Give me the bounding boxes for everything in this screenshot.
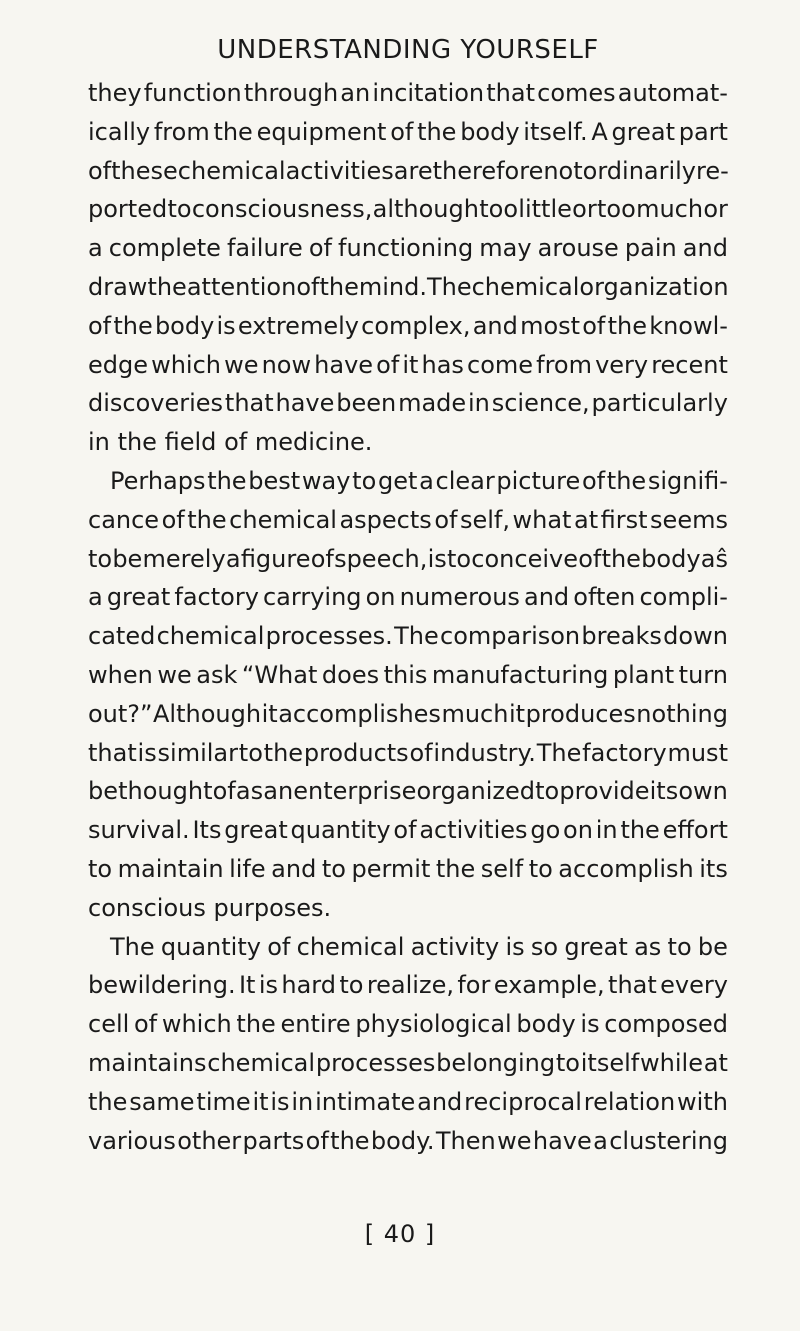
text-line: bewildering. It is hard to realize, for example, that every: [88, 971, 728, 1000]
text-line: The quantity of chemical activity is so great as to be: [110, 932, 728, 961]
text-line: to maintain life and to permit the self to accomplish its: [88, 854, 728, 883]
text-line: edge which we now have of it has come from very recent: [88, 350, 728, 379]
body-text: [88, 74, 728, 1160]
text-line: a complete failure of functioning may arouse pain and: [88, 234, 728, 263]
page-number: [ 40 ]: [364, 1220, 436, 1248]
text-line: maintains chemical processes belonging to itself while at: [88, 1048, 728, 1077]
text-line: be thought of as an enterprise organized to provide its own: [88, 777, 728, 806]
paragraph: [88, 462, 728, 928]
text-line: cated chemical processes. The comparison breaks down: [88, 622, 728, 651]
book-page: [88, 28, 728, 1160]
text-line: cell of which the entire physiological body is composed: [88, 1010, 728, 1039]
text-line: out?” Although it accomplishes much it produces nothing: [88, 699, 728, 728]
text-line: of these chemical activities are therefore not ordinarily re-: [88, 156, 729, 185]
text-line: in the field of medicine.: [88, 428, 373, 457]
text-line: Perhaps the best way to get a clear picture of the signifi-: [110, 466, 728, 495]
paragraph: [88, 928, 728, 1161]
text-line: the same time it is in intimate and reciprocal relation with: [88, 1087, 728, 1116]
text-line: ically from the equipment of the body itself. A great part: [88, 117, 728, 146]
text-line: of the body is extremely complex, and most of the knowl-: [88, 311, 728, 340]
paragraph: [88, 74, 728, 462]
text-line: survival. Its great quantity of activities go on in the effort: [88, 816, 728, 845]
text-line: to be merely a figure of speech, is to conceive of the body aŝ: [88, 544, 728, 573]
running-head: UNDERSTANDING YOURSELF: [217, 35, 599, 65]
text-line: draw the attention of the mind. The chemical organization: [88, 272, 729, 301]
text-line: conscious purposes.: [88, 893, 332, 922]
text-line: discoveries that have been made in science, particularly: [88, 389, 728, 418]
text-line: cance of the chemical aspects of self, what at first seems: [88, 505, 728, 534]
text-line: ported to consciousness, although too little or too much or: [88, 195, 728, 224]
text-line: a great factory carrying on numerous and often compli-: [88, 583, 728, 612]
text-line: that is similar to the products of industry. The factory must: [88, 738, 728, 767]
text-line: they function through an incitation that comes automat-: [88, 79, 728, 107]
text-line: when we ask “What does this manufacturing plant turn: [88, 660, 728, 689]
text-line: various other parts of the body. Then we have a clustering: [88, 1126, 728, 1155]
